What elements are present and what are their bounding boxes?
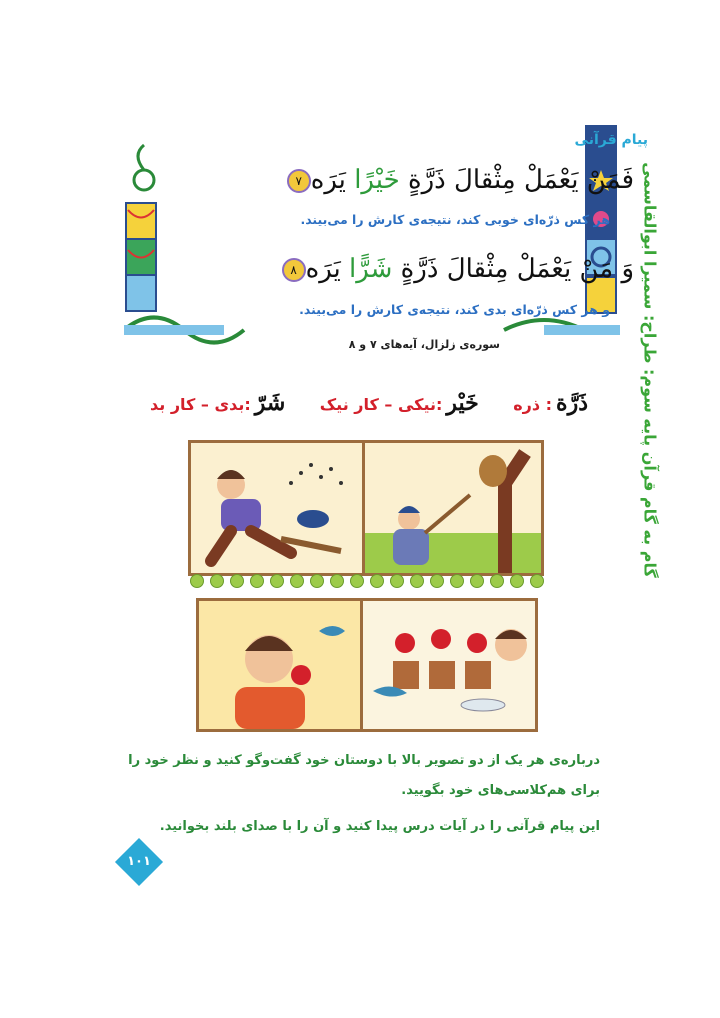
verse-frame: [124, 125, 620, 355]
section-title: پیام قرآنی: [574, 132, 648, 148]
verse-1: [281, 165, 634, 195]
illustration-bees-running: [188, 440, 368, 576]
boy-flower-image: [199, 601, 363, 729]
vocab-meaning: :نیکی – کار نیک: [319, 395, 443, 414]
verse-1-post: يَرَه: [310, 165, 355, 195]
verse-2-translation: و هر کس ذرّه‌ای بدی کند، نتیجه‌ی کارش را می‌بیند.: [299, 302, 610, 317]
verse-2-post: يَرَه: [305, 254, 350, 284]
side-credit: [632, 162, 668, 578]
verse-1-pre: فَمَنْ يَعْمَلْ مِثْقالَ ذَرَّةٍ: [399, 165, 634, 195]
page-number: ۱۰۱: [127, 854, 151, 869]
vocabulary-row: [150, 385, 588, 421]
verse-2-pre: وَ مَنْ يَعْمَلْ مِثْقالَ ذَرَّةٍ: [392, 254, 634, 284]
illustration-boy-flower: [196, 598, 366, 732]
vocab-meaning: : ذره: [513, 395, 553, 414]
verse-1-translation: هر کس ذرّه‌ای خوبی کند، نتیجه‌ی کارش را می‌بیند.: [300, 212, 610, 227]
vocab-meaning: :بدی – کار بد: [150, 395, 251, 414]
feeding-bird-image: [363, 601, 535, 729]
verse-2-key-word: شَرًّا: [349, 254, 393, 284]
verse-1-number-badge: ۷: [287, 169, 311, 193]
vocab-item-sharr: [150, 390, 285, 416]
instruction-2: این پیام قرآنی را در آیات درس پیدا کنید و آن را با صدای بلند بخوانید.: [159, 819, 600, 834]
vocab-word: ذَرَّة: [556, 390, 588, 416]
verse-2-number-badge: ۸: [282, 258, 306, 282]
vocab-item-khayr: [320, 390, 479, 416]
frame-decoration: [124, 125, 620, 355]
running-boy-image: [191, 443, 365, 573]
verse-1-key-word: خَيْرًا: [354, 165, 400, 195]
dot-border-top: [190, 574, 544, 588]
instruction-1: درباره‌ی هر یک از دو تصویر بالا با دوستان خود گفت‌وگو کنید و نظر خود را برای هم‌کلاسی‌های خود بگویید.: [128, 753, 600, 798]
side-credit-text: گام به گام قرآن پایه سوم: طراح: سمیرا ابوالقاسمی: [640, 162, 660, 578]
beehive-image: [365, 443, 541, 573]
vocab-word: شَرّ: [254, 390, 286, 416]
vocab-word: خَيْر: [446, 390, 479, 416]
vocab-item-zarre: [513, 390, 588, 416]
illustration-boy-feeding-bird: [360, 598, 538, 732]
verse-2: [276, 254, 634, 284]
surah-reference: سوره‌ی زلزال، آیه‌های ۷ و ۸: [348, 338, 500, 351]
illustration-beehive: [362, 440, 544, 576]
page-number-badge: [115, 838, 163, 886]
